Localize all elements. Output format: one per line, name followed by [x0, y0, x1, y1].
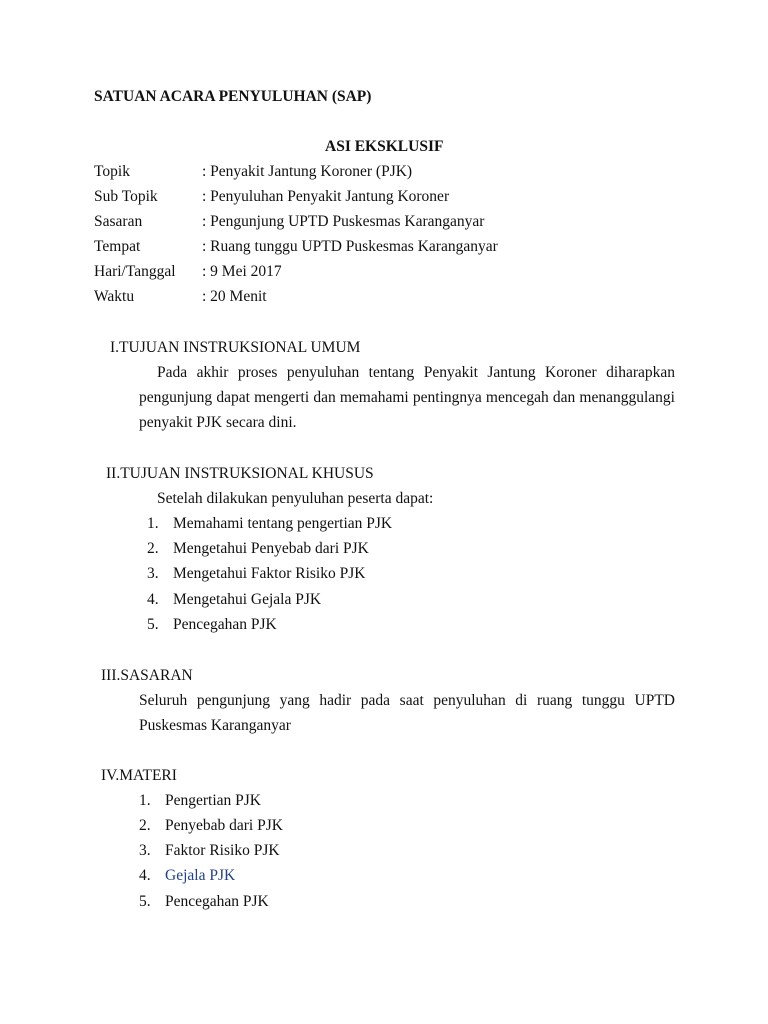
section-heading-sasaran: III.SASARAN — [101, 667, 193, 684]
list-number: 3. — [139, 842, 151, 859]
info-label-tempat: Tempat — [94, 238, 141, 255]
info-value-sasaran: : Pengunjung UPTD Puskesmas Karanganyar — [202, 213, 485, 230]
paragraph-line: pengunjung dapat mengerti dan memahami pentingnya mencegah dan menanggulangi — [139, 389, 675, 406]
list-number: 4. — [139, 867, 151, 884]
list-text: Gejala PJK — [165, 867, 236, 884]
document-title: SATUAN ACARA PENYULUHAN (SAP) — [94, 88, 372, 105]
list-number: 1. — [147, 515, 159, 532]
info-value-sub-topik: : Penyuluhan Penyakit Jantung Koroner — [202, 188, 450, 205]
list-text: Pengertian PJK — [165, 792, 262, 809]
list-item — [147, 591, 321, 609]
list-item — [147, 540, 369, 558]
document-subtitle: ASI EKSKLUSIF — [325, 138, 444, 155]
list-item — [139, 893, 269, 911]
list-number: 3. — [147, 565, 159, 582]
list-number: 5. — [147, 616, 159, 633]
list-text: Pencegahan PJK — [165, 893, 269, 910]
info-value-topik: : Penyakit Jantung Koroner (PJK) — [202, 163, 413, 180]
list-text: Mengetahui Gejala PJK — [173, 591, 322, 608]
section-intro: Setelah dilakukan penyuluhan peserta dapat: — [157, 490, 434, 507]
info-label-topik: Topik — [94, 163, 130, 180]
list-text: Mengetahui Faktor Risiko PJK — [173, 565, 366, 582]
paragraph-line: Puskesmas Karanganyar — [139, 717, 291, 734]
list-text: Mengetahui Penyebab dari PJK — [173, 540, 369, 557]
section-heading-tujuan-umum: I.TUJUAN INSTRUKSIONAL UMUM — [110, 339, 361, 356]
paragraph-line: Pada akhir proses penyuluhan tentang Penyakit Jantung Koroner diharapkan — [157, 364, 675, 381]
list-number: 1. — [139, 792, 151, 809]
info-label-sasaran: Sasaran — [94, 213, 143, 230]
paragraph-line: penyakit PJK secara dini. — [139, 414, 297, 431]
list-item — [139, 842, 280, 860]
list-number: 5. — [139, 893, 151, 910]
list-item — [139, 867, 235, 885]
list-text: Memahami tentang pengertian PJK — [173, 515, 393, 532]
list-text: Faktor Risiko PJK — [165, 842, 280, 859]
info-value-tempat: : Ruang tunggu UPTD Puskesmas Karanganyar — [202, 238, 498, 255]
list-item — [139, 792, 261, 810]
info-label-waktu: Waktu — [94, 288, 135, 305]
list-item — [139, 817, 283, 835]
section-heading-materi: IV.MATERI — [101, 767, 177, 784]
list-text: Penyebab dari PJK — [165, 817, 283, 834]
list-item — [147, 565, 365, 583]
list-text: Pencegahan PJK — [173, 616, 277, 633]
info-label-hari-tanggal: Hari/Tanggal — [94, 263, 176, 280]
info-label-sub-topik: Sub Topik — [94, 188, 158, 205]
list-number: 2. — [139, 817, 151, 834]
list-number: 2. — [147, 540, 159, 557]
list-item — [147, 616, 277, 634]
section-heading-tujuan-khusus: II.TUJUAN INSTRUKSIONAL KHUSUS — [106, 465, 374, 482]
list-number: 4. — [147, 591, 159, 608]
paragraph-line: Seluruh pengunjung yang hadir pada saat penyuluhan di ruang tunggu UPTD — [139, 692, 675, 709]
info-value-waktu: : 20 Menit — [202, 288, 267, 305]
list-item — [147, 515, 392, 533]
info-value-hari-tanggal: : 9 Mei 2017 — [202, 263, 282, 280]
